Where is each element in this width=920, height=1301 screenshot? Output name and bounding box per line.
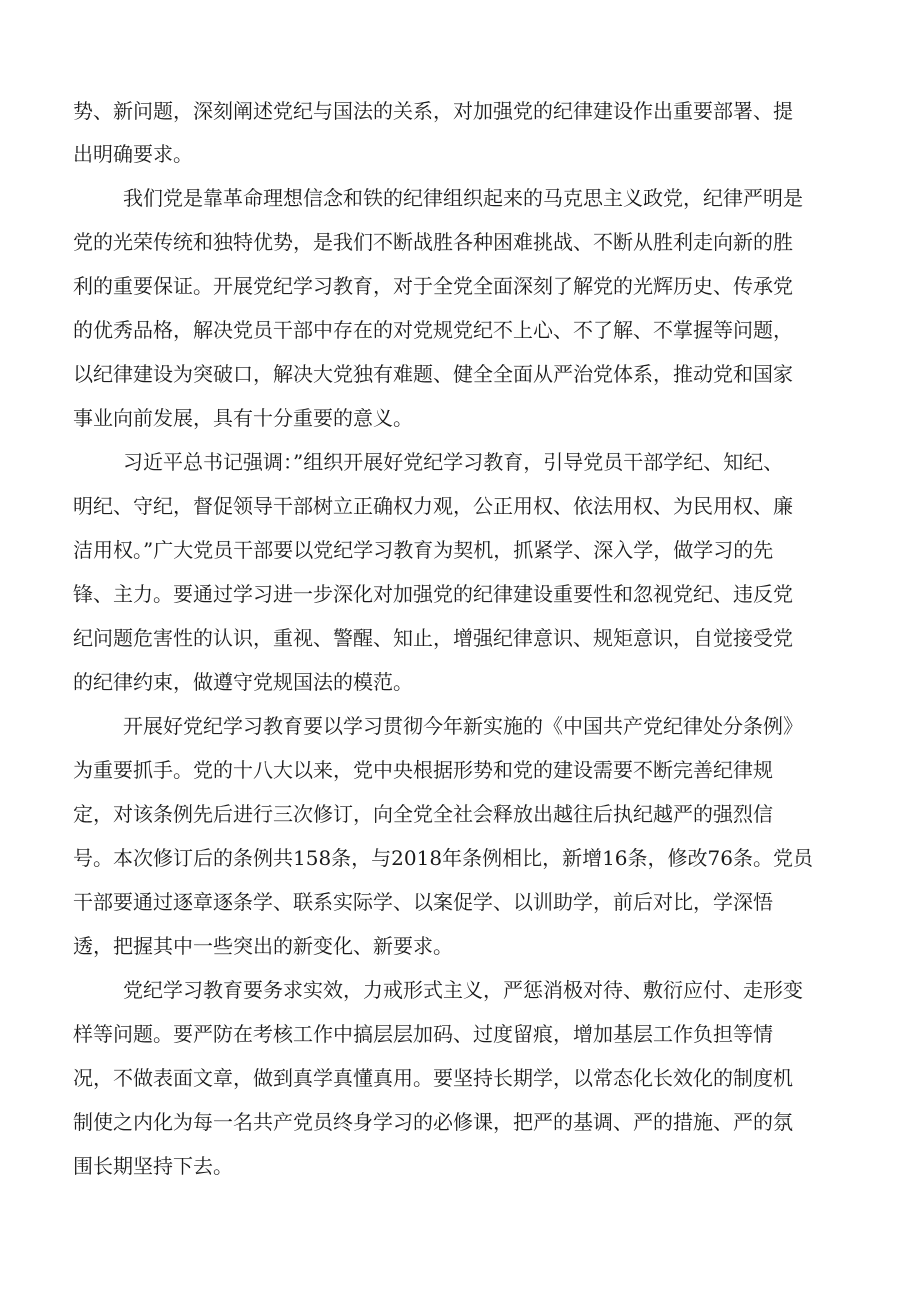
text-line: 的纪律约束，做遵守党规国法的模范。 <box>73 670 413 694</box>
text-line: 事业向前发展，具有十分重要的意义。 <box>73 406 413 430</box>
text-line: 明纪、守纪，督促领导干部树立正确权力观，公正用权、依法用权、为民用权、廉 <box>73 494 793 518</box>
text-line: 透，把握其中一些突出的新变化、新要求。 <box>73 934 453 958</box>
text-line: 况，不做表面文章，做到真学真懂真用。要坚持长期学，以常态化长效化的制度机 <box>73 1066 793 1090</box>
text-line: 以纪律建设为突破口，解决大党独有难题、健全全面从严治党体系，推动党和国家 <box>73 362 793 386</box>
text-line: 出明确要求。 <box>73 142 193 166</box>
text-line: 为重要抓手。党的十八大以来，党中央根据形势和党的建设需要不断完善纪律规 <box>73 758 773 782</box>
text-line: 制使之内化为每一名共产党员终身学习的必修课，把严的基调、严的措施、严的氛 <box>73 1110 793 1134</box>
text-line: 势、新问题，深刻阐述党纪与国法的关系，对加强党的纪律建设作出重要部署、提 <box>73 99 793 123</box>
text-line: 号。本次修订后的条例共158条，与2018年条例相比，新增16条，修改76条。党员 <box>73 846 813 870</box>
text-line: 锋、主力。要通过学习进一步深化对加强党的纪律建设重要性和忽视党纪、违反党 <box>73 582 793 606</box>
text-line: 党的光荣传统和独特优势，是我们不断战胜各种困难挑战、不断从胜利走向新的胜 <box>73 230 793 254</box>
text-line: 纪问题危害性的认识，重视、警醒、知止，增强纪律意识、规矩意识，自觉接受党 <box>73 626 793 650</box>
paragraph-first-line: 党纪学习教育要务求实效，力戒形式主义，严惩消极对待、敷衍应付、走形变 <box>123 978 803 1002</box>
text-line: 洁用权。”广大党员干部要以党纪学习教育为契机，抓紧学、深入学，做学习的先 <box>73 538 774 562</box>
text-line: 干部要通过逐章逐条学、联系实际学、以案促学、以训助学，前后对比，学深悟 <box>73 890 773 914</box>
text-line: 样等问题。要严防在考核工作中搞层层加码、过度留痕，增加基层工作负担等情 <box>73 1022 773 1046</box>
paragraph-first-line: 习近平总书记强调：”组织开展好党纪学习教育，引导党员干部学纪、知纪、 <box>123 450 784 474</box>
text-line: 围长期坚持下去。 <box>73 1154 233 1178</box>
text-line: 的优秀品格，解决党员干部中存在的对党规党纪不上心、不了解、不掌握等问题， <box>73 318 793 342</box>
paragraph-first-line: 我们党是靠革命理想信念和铁的纪律组织起来的马克思主义政党，纪律严明是 <box>123 186 803 210</box>
paragraph-first-line: 开展好党纪学习教育要以学习贯彻今年新实施的《中国共产党纪律处分条例》 <box>123 714 803 738</box>
text-line: 利的重要保证。开展党纪学习教育，对于全党全面深刻了解党的光辉历史、传承党 <box>73 274 793 298</box>
text-line: 定，对该条例先后进行三次修订，向全党全社会释放出越往后执纪越严的强烈信 <box>73 802 773 826</box>
